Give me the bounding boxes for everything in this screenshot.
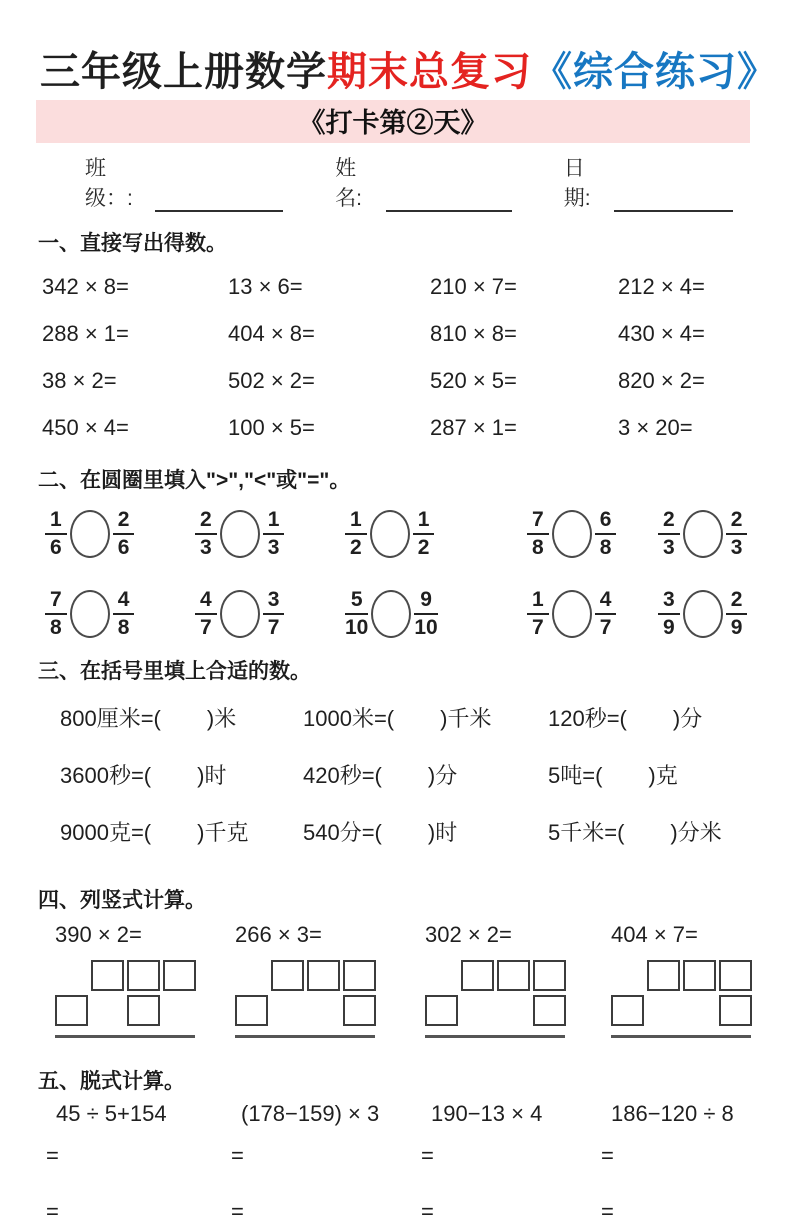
numerator: 1 bbox=[45, 508, 67, 535]
left-fraction bbox=[345, 588, 368, 640]
numerator: 1 bbox=[413, 508, 435, 535]
numerator: 2 bbox=[195, 508, 217, 535]
stepwise-problem-text: 45 ÷ 5+154 bbox=[56, 1100, 167, 1126]
stepwise-problem-text: 190−13 × 4 bbox=[431, 1100, 543, 1126]
section-five-heading: 五、脱式计算。 bbox=[38, 1069, 185, 1093]
equals-sign: = bbox=[231, 1198, 244, 1224]
stepwise-problem bbox=[421, 1101, 601, 1225]
oral-problem: 287 × 1= bbox=[430, 414, 517, 440]
vertical-problem bbox=[55, 922, 235, 1038]
oral-problem: 13 × 6= bbox=[228, 273, 303, 299]
unit-conversion bbox=[548, 702, 753, 733]
equals-sign: = bbox=[231, 1142, 244, 1168]
fraction-comparison bbox=[45, 508, 195, 560]
right-fraction bbox=[113, 508, 135, 560]
name-field bbox=[335, 152, 512, 212]
fraction-comparison bbox=[658, 588, 753, 640]
page-title bbox=[40, 48, 778, 95]
comparison-circle[interactable] bbox=[683, 590, 723, 638]
equals-sign: = bbox=[46, 1142, 59, 1168]
unit-conversion bbox=[303, 816, 548, 847]
answer-line bbox=[611, 1035, 751, 1038]
conversion-lhs: 5千米=( bbox=[548, 819, 625, 845]
digit-box[interactable] bbox=[127, 960, 160, 991]
vertical-calculation-grid bbox=[38, 922, 753, 1038]
unit-conversion bbox=[60, 759, 303, 790]
unit-conversion bbox=[548, 816, 753, 847]
stepwise-problem-text: (178−159) × 3 bbox=[241, 1100, 380, 1126]
conversion-lhs: 540分=( bbox=[303, 819, 382, 845]
unit-conversion bbox=[303, 702, 548, 733]
denominator: 6 bbox=[50, 536, 62, 560]
date-blank-line[interactable] bbox=[614, 184, 733, 212]
denominator: 8 bbox=[50, 616, 62, 640]
denominator: 10 bbox=[414, 616, 438, 640]
conversion-rhs: )米 bbox=[206, 705, 237, 731]
numerator: 2 bbox=[726, 508, 748, 535]
day-banner bbox=[36, 100, 750, 143]
denominator: 7 bbox=[599, 616, 612, 640]
right-fraction bbox=[726, 588, 748, 640]
comparison-circle[interactable] bbox=[552, 590, 592, 638]
digit-box[interactable] bbox=[307, 960, 340, 991]
left-fraction bbox=[195, 508, 217, 560]
comparison-circle[interactable] bbox=[70, 510, 110, 558]
denominator: 7 bbox=[532, 616, 544, 640]
oral-problem: 288 × 1= bbox=[42, 320, 129, 346]
conversion-rhs: )时 bbox=[427, 819, 458, 845]
numerator: 2 bbox=[113, 508, 135, 535]
comparison-circle[interactable] bbox=[683, 510, 723, 558]
digit-box[interactable] bbox=[533, 995, 566, 1026]
conversion-rhs: )时 bbox=[197, 762, 227, 788]
denominator: 6 bbox=[117, 536, 130, 560]
answer-gap[interactable] bbox=[627, 704, 673, 726]
conversion-lhs: 800厘米=( bbox=[60, 705, 161, 731]
right-fraction bbox=[113, 588, 135, 640]
vertical-problem-text: 404 × 7= bbox=[611, 921, 698, 947]
comparison-circle[interactable] bbox=[371, 590, 411, 638]
numerator: 4 bbox=[195, 588, 217, 615]
unit-conversion-grid bbox=[38, 689, 753, 860]
date-label: 日期: bbox=[563, 157, 591, 210]
denominator: 3 bbox=[730, 536, 743, 560]
numerator: 7 bbox=[45, 588, 67, 615]
denominator: 9 bbox=[730, 616, 743, 640]
right-fraction bbox=[263, 508, 285, 560]
oral-problem: 342 × 8= bbox=[42, 273, 129, 299]
answer-line bbox=[235, 1035, 375, 1038]
stepwise-problem-text: 186−120 ÷ 8 bbox=[611, 1100, 734, 1126]
unit-conversion bbox=[548, 759, 753, 790]
equals-sign: = bbox=[46, 1198, 59, 1224]
conversion-lhs: 5吨=( bbox=[548, 762, 603, 788]
left-fraction bbox=[45, 588, 67, 640]
digit-box-group bbox=[235, 960, 425, 1026]
stepwise-problem bbox=[601, 1101, 753, 1225]
left-fraction bbox=[658, 508, 680, 560]
oral-problem: 520 × 5= bbox=[430, 367, 517, 393]
denominator: 2 bbox=[350, 536, 362, 560]
denominator: 8 bbox=[599, 536, 612, 560]
section-two-heading: 二、在圆圈里填入">","<"或"="。 bbox=[38, 469, 351, 492]
digit-box[interactable] bbox=[163, 960, 196, 991]
conversion-lhs: 9000克=( bbox=[60, 819, 152, 845]
answer-line bbox=[425, 1035, 565, 1038]
conversion-rhs: )分 bbox=[672, 705, 703, 731]
oral-problem: 100 × 5= bbox=[228, 414, 315, 440]
digit-box[interactable] bbox=[719, 995, 752, 1026]
unit-conversion bbox=[60, 816, 303, 847]
numerator: 5 bbox=[345, 588, 368, 615]
numerator: 4 bbox=[113, 588, 135, 615]
oral-problem: 810 × 8= bbox=[430, 320, 517, 346]
denominator: 3 bbox=[267, 536, 280, 560]
digit-box[interactable] bbox=[461, 960, 494, 991]
digit-box[interactable] bbox=[683, 960, 716, 991]
numerator: 1 bbox=[345, 508, 367, 535]
conversion-lhs: 1000米=( bbox=[303, 705, 395, 731]
answer-line bbox=[55, 1035, 195, 1038]
left-fraction bbox=[345, 508, 367, 560]
equals-sign: = bbox=[601, 1198, 614, 1224]
left-fraction bbox=[527, 508, 549, 560]
denominator: 10 bbox=[345, 616, 369, 640]
right-fraction bbox=[595, 508, 617, 560]
digit-box[interactable] bbox=[719, 960, 752, 991]
comparison-circle[interactable] bbox=[220, 590, 260, 638]
digit-box[interactable] bbox=[425, 995, 458, 1026]
numerator: 1 bbox=[527, 588, 549, 615]
fraction-comparison bbox=[345, 588, 527, 640]
digit-box[interactable] bbox=[55, 995, 88, 1026]
equals-sign: = bbox=[601, 1142, 614, 1168]
comparison-circle[interactable] bbox=[220, 510, 260, 558]
digit-box[interactable] bbox=[271, 960, 304, 991]
digit-box[interactable] bbox=[91, 960, 124, 991]
stepwise-problem bbox=[231, 1101, 421, 1225]
class-field bbox=[85, 152, 283, 212]
oral-problem: 430 × 4= bbox=[618, 320, 705, 346]
denominator: 8 bbox=[117, 616, 130, 640]
date-field bbox=[564, 152, 733, 212]
digit-box-group bbox=[425, 960, 611, 1026]
numerator: 9 bbox=[414, 588, 437, 615]
left-fraction bbox=[195, 588, 217, 640]
denominator: 3 bbox=[200, 536, 212, 560]
digit-box-group bbox=[611, 960, 753, 1026]
digit-box[interactable] bbox=[533, 960, 566, 991]
equals-sign: = bbox=[421, 1198, 434, 1224]
answer-gap[interactable] bbox=[382, 818, 428, 840]
stepwise-problem bbox=[46, 1101, 231, 1225]
fraction-comparison bbox=[345, 508, 527, 560]
right-fraction bbox=[414, 588, 437, 640]
numerator: 3 bbox=[658, 588, 680, 615]
digit-box[interactable] bbox=[343, 995, 376, 1026]
right-fraction bbox=[413, 508, 435, 560]
digit-box[interactable] bbox=[497, 960, 530, 991]
comparison-circle[interactable] bbox=[552, 510, 592, 558]
class-label: 班级：: bbox=[85, 157, 133, 210]
title-part-red: 期末总复习 bbox=[327, 48, 532, 95]
oral-problem: 212 × 4= bbox=[618, 273, 705, 299]
conversion-rhs: )分米 bbox=[670, 819, 722, 845]
vertical-problem bbox=[425, 922, 611, 1038]
equals-sign: = bbox=[421, 1142, 434, 1168]
digit-box[interactable] bbox=[235, 995, 268, 1026]
numerator: 6 bbox=[595, 508, 617, 535]
unit-conversion bbox=[60, 702, 303, 733]
oral-problem: 210 × 7= bbox=[430, 273, 517, 299]
denominator: 3 bbox=[663, 536, 675, 560]
class-blank-line[interactable] bbox=[155, 184, 283, 212]
conversion-lhs: 420秒=( bbox=[303, 762, 382, 788]
oral-problem: 3 × 20= bbox=[618, 414, 693, 440]
day-banner-text: 《打卡第②天》 bbox=[298, 108, 488, 139]
conversion-rhs: )克 bbox=[648, 762, 678, 788]
answer-gap[interactable] bbox=[161, 704, 207, 726]
worksheet-content bbox=[38, 227, 753, 1225]
section-one-heading: 一、直接写出得数。 bbox=[38, 232, 227, 255]
right-fraction bbox=[263, 588, 285, 640]
answer-gap[interactable] bbox=[382, 761, 428, 783]
answer-gap[interactable] bbox=[602, 761, 648, 783]
digit-box[interactable] bbox=[647, 960, 680, 991]
section-three-heading: 三、在括号里填上合适的数。 bbox=[38, 659, 311, 683]
worksheet-page bbox=[0, 48, 793, 1224]
student-info-row bbox=[85, 152, 733, 212]
denominator: 9 bbox=[663, 616, 675, 640]
denominator: 2 bbox=[417, 536, 430, 560]
title-part-black: 三年级上册数学 bbox=[40, 48, 327, 95]
vertical-problem-text: 302 × 2= bbox=[425, 921, 512, 947]
numerator: 3 bbox=[263, 588, 285, 615]
fraction-comparison bbox=[527, 588, 658, 640]
oral-problem: 38 × 2= bbox=[42, 367, 117, 393]
denominator: 7 bbox=[267, 616, 280, 640]
left-fraction bbox=[527, 588, 549, 640]
fraction-comparison-grid bbox=[38, 508, 753, 641]
numerator: 1 bbox=[263, 508, 285, 535]
right-fraction bbox=[726, 508, 748, 560]
numerator: 2 bbox=[658, 508, 680, 535]
answer-gap[interactable] bbox=[624, 818, 670, 840]
fraction-comparison bbox=[45, 588, 195, 640]
denominator: 8 bbox=[532, 536, 544, 560]
fraction-comparison bbox=[195, 588, 345, 640]
answer-gap[interactable] bbox=[394, 704, 440, 726]
name-label: 姓名: bbox=[335, 157, 362, 210]
numerator: 7 bbox=[527, 508, 549, 535]
numerator: 4 bbox=[595, 588, 617, 615]
answer-gap[interactable] bbox=[151, 818, 197, 840]
oral-problem: 450 × 4= bbox=[42, 414, 129, 440]
stepwise-calculation-grid bbox=[38, 1101, 753, 1225]
vertical-problem-text: 390 × 2= bbox=[55, 921, 142, 947]
fraction-comparison bbox=[527, 508, 658, 560]
comparison-circle[interactable] bbox=[370, 510, 410, 558]
vertical-problem bbox=[235, 922, 425, 1038]
digit-box[interactable] bbox=[343, 960, 376, 991]
denominator: 7 bbox=[200, 616, 212, 640]
vertical-problem-text: 266 × 3= bbox=[235, 921, 322, 947]
digit-box-group bbox=[55, 960, 235, 1026]
fraction-comparison bbox=[658, 508, 753, 560]
oral-problem: 502 × 2= bbox=[228, 367, 315, 393]
oral-calculation-grid bbox=[38, 263, 753, 451]
conversion-rhs: )分 bbox=[427, 762, 458, 788]
section-four-heading: 四、列竖式计算。 bbox=[38, 888, 206, 912]
oral-problem: 820 × 2= bbox=[618, 367, 705, 393]
conversion-lhs: 3600秒=( bbox=[60, 762, 152, 788]
conversion-rhs: )千克 bbox=[197, 819, 249, 845]
left-fraction bbox=[45, 508, 67, 560]
vertical-problem bbox=[611, 922, 753, 1038]
oral-problem: 404 × 8= bbox=[228, 320, 315, 346]
answer-gap[interactable] bbox=[151, 761, 197, 783]
conversion-rhs: )千米 bbox=[440, 705, 492, 731]
comparison-circle[interactable] bbox=[70, 590, 110, 638]
right-fraction bbox=[595, 588, 617, 640]
conversion-lhs: 120秒=( bbox=[548, 705, 627, 731]
title-part-blue: 《综合练习》 bbox=[532, 48, 778, 95]
name-blank-line[interactable] bbox=[386, 184, 512, 212]
numerator: 2 bbox=[726, 588, 748, 615]
left-fraction bbox=[658, 588, 680, 640]
digit-box[interactable] bbox=[611, 995, 644, 1026]
fraction-comparison bbox=[195, 508, 345, 560]
unit-conversion bbox=[303, 759, 548, 790]
digit-box[interactable] bbox=[127, 995, 160, 1026]
